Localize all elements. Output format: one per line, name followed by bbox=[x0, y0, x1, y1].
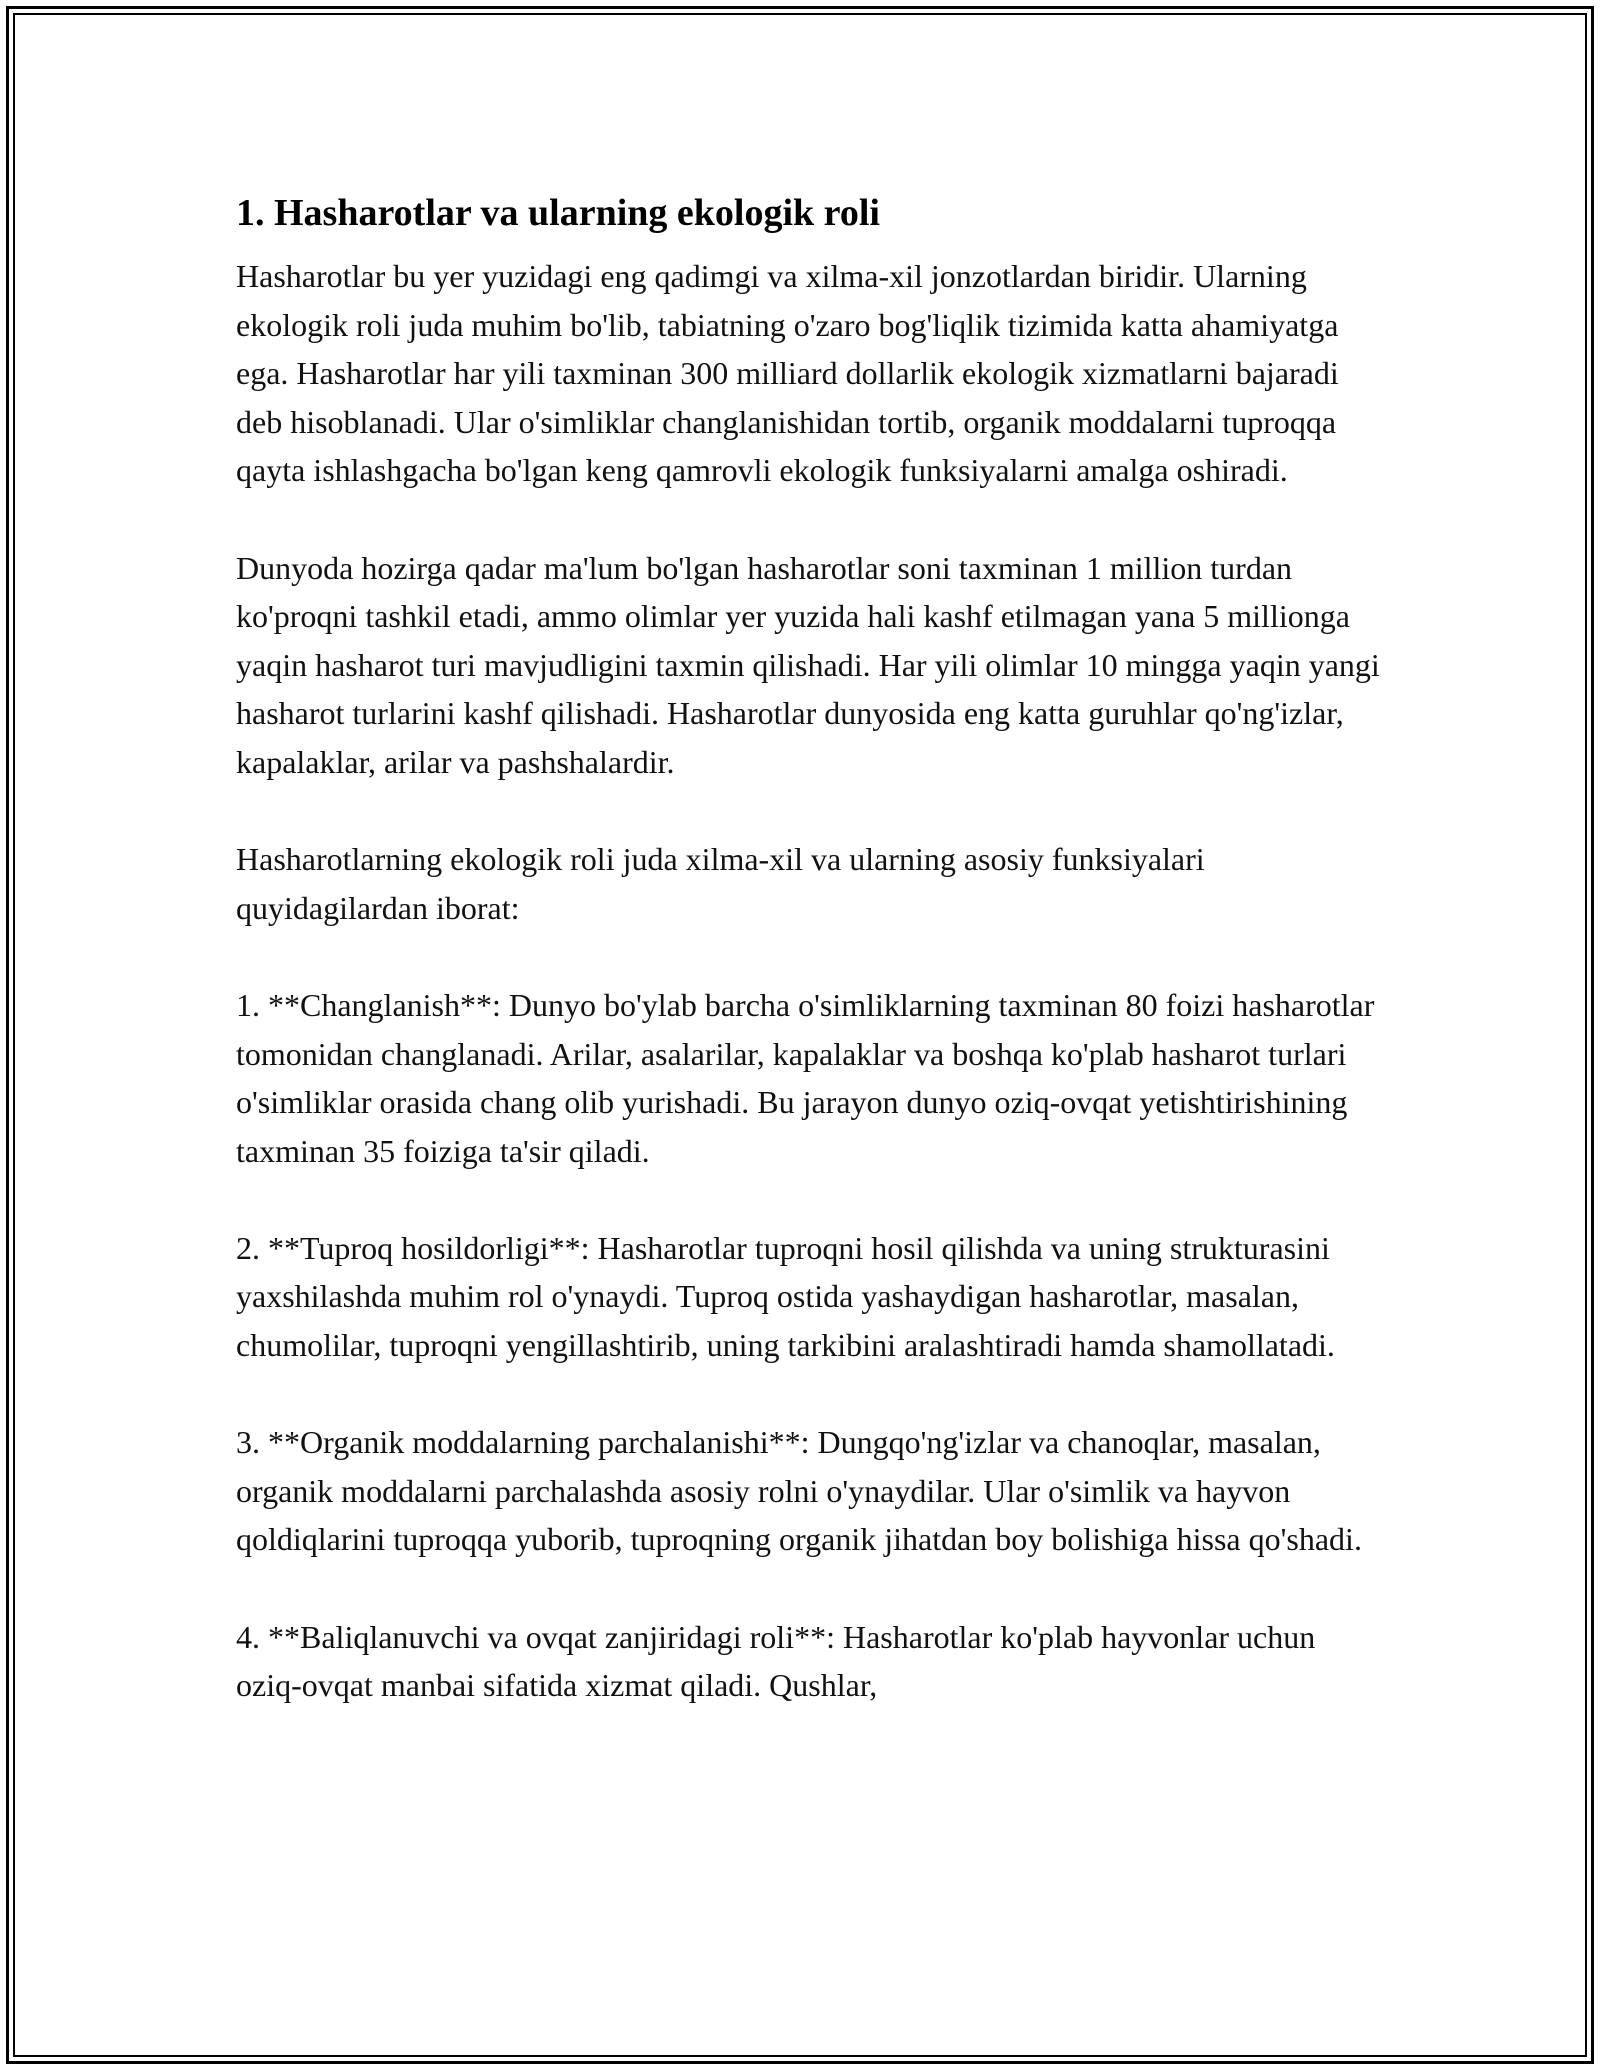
paragraph-functions-intro: Hasharotlarning ekologik roli juda xilma-xil va ularning asosiy funksiyalari quyidagilardan iborat: bbox=[236, 841, 1205, 926]
paragraph-species-count: Dunyoda hozirga qadar ma'lum bo'lgan hasharotlar soni taxminan 1 million turdan ko'proqni tashkil etadi, ammo olimlar yer yuzida hali kashf etilmagan yana 5 millionga yaqin hasharot turi mavjudligini taxmin qilishadi. Har yili olimlar 10 mingga yaqin yangi hasharot turlarini kashf qilishadi. Hasharotlar dunyosida eng katta guruhlar qo'ng'izlar, kapalaklar, arilar va pashshalardir. bbox=[236, 549, 1380, 780]
list-item-food-chain: 4. **Baliqlanuvchi va ovqat zanjiridagi roli**: Hasharotlar ko'plab hayvonlar uchun oziq-ovqat manbai sifatida xizmat qiladi. Qushlar, bbox=[236, 1618, 1316, 1704]
section-heading: 1. Hasharotlar va ularning ekologik roli bbox=[236, 192, 880, 234]
list-item-soil-fertility: 2. **Tuproq hosildorligi**: Hasharotlar tuproqni hosil qilishda va uning strukturasini yaxshilashda muhim rol o'ynaydi. Tuproq ostida yashaydigan hasharotlar, masalan, chumolilar, tuproqni yengillashtirib, uning tarkibini aralashtiradi hamda shamollatadi. bbox=[236, 1229, 1335, 1364]
list-item-decomposition: 3. **Organik moddalarning parchalanishi**: Dungqo'ng'izlar va chanoqlar, masalan, organik moddalarni parchalashda asosiy rolni o'ynaydilar. Ular o'simlik va hayvon qoldiqlarini tuproqqa yuborib, tuproqning organik jihatdan boy bolishiga hissa qo'shadi. bbox=[236, 1424, 1362, 1558]
paragraph-intro: Hasharotlar bu yer yuzidagi eng qadimgi va xilma-xil jonzotlardan biridir. Ularning ekologik roli juda muhim bo'lib, tabiatning o'zaro bog'liqlik tizimida katta ahamiyatga ega. Hasharotlar har yili taxminan 300 milliard dollarlik ekologik xizmatlarni bajaradi deb hisoblanadi. Ular o'simliklar changlanishidan tortib, organik moddalarni tuproqqa qayta ishlashgacha bo'lgan keng qamrovli ekologik funksiyalarni amalga oshiradi. bbox=[236, 258, 1339, 489]
list-item-pollination: 1. **Changlanish**: Dunyo bo'ylab barcha o'simliklarning taxminan 80 foizi hasharotlar tomonidan changlanadi. Arilar, asalarilar, kapalaklar va boshqa ko'plab hasharot turlari o'simliklar orasida chang olib yurishadi. Bu jarayon dunyo oziq-ovqat yetishtirishining taxminan 35 foiziga ta'sir qiladi. bbox=[236, 986, 1375, 1169]
document-body bbox=[236, 186, 1386, 1710]
